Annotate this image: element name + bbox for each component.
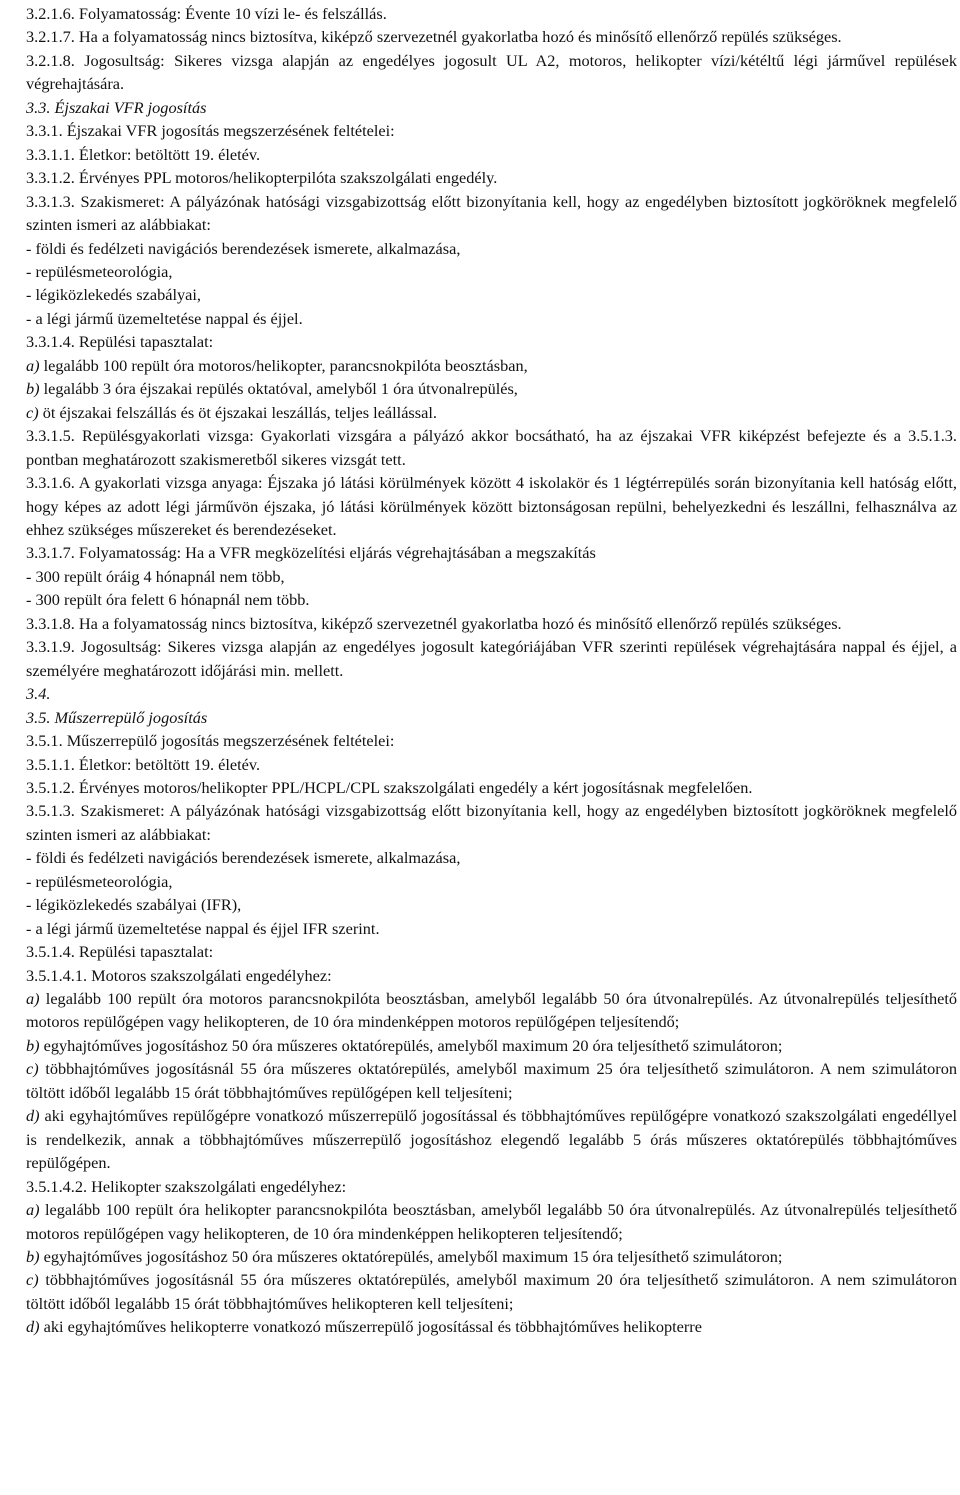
paragraph <box>0 1034 960 1057</box>
paragraph: 3.3.1.3. Szakismeret: A pályázónak hatósági vizsgabizottság előtt bizonyítania kell, hogy az engedélyben biztosított jogköröknek megfelelő szinten ismeri az alábbiakat: <box>26 191 957 235</box>
list-item-label: a) <box>26 355 40 375</box>
paragraph <box>0 401 960 424</box>
paragraph <box>0 1268 960 1315</box>
list-item-label: c) <box>26 402 39 422</box>
heading-text: 3.4. <box>26 684 51 704</box>
paragraph <box>0 987 960 1034</box>
list-item-label: c) <box>26 1059 39 1079</box>
paragraph: 3.3.1.8. Ha a folyamatosság nincs biztosítva, kiképző szervezetnél gyakorlatba hozó és minősítő ellenőrző repülés szükséges. <box>26 613 842 633</box>
paragraph: 3.2.1.6. Folyamatosság: Évente 10 vízi le- és felszállás. <box>26 4 387 23</box>
list-item-label: d) <box>26 1317 40 1337</box>
list-item-text: legalább 3 óra éjszakai repülés oktatóval, amelyből 1 óra útvonalrepülés, <box>39 379 518 399</box>
list-item-text: legalább 100 repült óra helikopter parancsnokpilóta beosztásban, amelyből legalább 50 óra útvonalrepülés. Az útvonalrepülés teljesíthető motoros repülőgépen vagy helikopteren, de 10 óra mindenképpen helikopteren teljesítendő; <box>26 1200 957 1243</box>
paragraph: 3.3.1.7. Folyamatosság: Ha a VFR megközelítési eljárás végrehajtásában a megszakítás <box>26 543 596 563</box>
list-item-label: d) <box>26 1106 40 1126</box>
list-item-text: legalább 100 repült óra motoros parancsnokpilóta beosztásban, amelyből legalább 50 óra útvonalrepülés. Az útvonalrepülés teljesíthető motoros repülőgépen vagy helikopteren, de 10 óra mindenképpen motoros repülőgépen teljesítendő; <box>26 989 957 1032</box>
paragraph: - 300 repült óra felett 6 hónapnál nem több. <box>26 590 310 610</box>
list-item-text: egyhajtóműves jogosításhoz 50 óra műszeres oktatórepülés, amelyből maximum 20 óra teljesíthető szimulátoron; <box>39 1035 783 1055</box>
document-body <box>0 2 960 1339</box>
paragraph <box>0 1057 960 1104</box>
section-heading <box>0 96 960 119</box>
paragraph <box>0 1104 960 1174</box>
paragraph: - repülésmeteorológia, <box>26 261 173 281</box>
paragraph: 3.5.1.1. Életkor: betöltött 19. életév. <box>26 754 261 774</box>
list-item-text: legalább 100 repült óra motoros/helikopter, parancsnokpilóta beosztásban, <box>39 355 528 375</box>
list-item-label: c) <box>26 1270 39 1290</box>
list-item-text: többhajtóműves jogosításnál 55 óra műszeres oktatórepülés, amelyből maximum 25 óra teljesíthető szimulátoron. A nem szimulátoron töltött időből legalább 15 órát többhajtóműves repülőgépen kell teljesíteni; <box>26 1059 957 1102</box>
paragraph: 3.3.1.5. Repülésgyakorlati vizsga: Gyakorlati vizsgára a pályázó akkor bocsátható, ha az éjszakai VFR kiképzést befejezte és a 3.5.1.3. pontban meghatározott szakismeretből sikeres vizsgát tett. <box>26 426 957 469</box>
paragraph: 3.3.1.2. Érvényes PPL motoros/helikopterpilóta szakszolgálati engedély. <box>26 168 498 188</box>
paragraph: 3.5.1.4. Repülési tapasztalat: <box>26 942 214 962</box>
paragraph: 3.3.1.9. Jogosultság: Sikeres vizsga alapján az engedélyes jogosult kategóriájában VFR szerinti repülések végrehajtására nappal és éjjel, a személyére meghatározott időjárási min. mellett. <box>26 637 957 680</box>
paragraph: - földi és fedélzeti navigációs berendezések ismerete, alkalmazása, <box>26 238 461 258</box>
paragraph <box>0 1315 960 1338</box>
list-item-text: többhajtóműves jogosításnál 55 óra műszeres oktatórepülés, amelyből maximum 20 óra teljesíthető szimulátoron. A nem szimulátoron töltött időből legalább 15 órát többhajtóműves helikopteren kell teljesíteni; <box>26 1270 957 1313</box>
list-item-text: egyhajtóműves jogosításhoz 50 óra műszeres oktatórepülés, amelyből maximum 15 óra teljesíthető szimulátoron; <box>39 1247 783 1267</box>
section-heading <box>0 682 960 705</box>
paragraph: - repülésmeteorológia, <box>26 871 173 891</box>
paragraph <box>0 377 960 400</box>
paragraph: - földi és fedélzeti navigációs berendezések ismerete, alkalmazása, <box>26 848 461 868</box>
paragraph: - légiközlekedés szabályai (IFR), <box>26 895 242 915</box>
list-item-label: a) <box>26 1200 40 1220</box>
paragraph <box>0 1198 960 1245</box>
paragraph: 3.3.1. Éjszakai VFR jogosítás megszerzésének feltételei: <box>26 121 395 141</box>
paragraph: 3.5.1.3. Szakismeret: A pályázónak hatósági vizsgabizottság előtt bizonyítania kell, hogy az engedélyben biztosított jogköröknek megfelelő szinten ismeri az alábbiakat: <box>26 801 957 844</box>
section-heading <box>0 706 960 729</box>
paragraph: 3.5.1.4.1. Motoros szakszolgálati engedélyhez: <box>26 965 332 985</box>
paragraph: 3.5.1. Műszerrepülő jogosítás megszerzésének feltételei: <box>26 731 395 751</box>
paragraph: 3.5.1.4.2. Helikopter szakszolgálati engedélyhez: <box>26 1176 347 1196</box>
list-item-label: b) <box>26 1035 40 1055</box>
list-item-label: a) <box>26 989 40 1009</box>
heading-text: 3.3. Éjszakai VFR jogosítás <box>26 97 207 117</box>
paragraph: - a légi jármű üzemeltetése nappal és éjjel IFR szerint. <box>26 918 380 938</box>
paragraph: 3.3.1.4. Repülési tapasztalat: <box>26 332 214 352</box>
list-item-text: aki egyhajtóműves helikopterre vonatkozó műszerrepülő jogosítással és többhajtóműves helikopterre <box>39 1317 702 1337</box>
paragraph: 3.3.1.6. A gyakorlati vizsga anyaga: Éjszaka jó látási körülmények között 4 iskolakör és 1 légtérrepülés során bizonyítania kell hatóság előtt, hogy képes az adott légi járművön éjszaka, jó látási körülmények között biztonságosan repülni, behelyezkedni és leszállni, felhasználva az ehhez szükséges műszereket és berendezéseket. <box>26 473 957 539</box>
paragraph: - 300 repült óráig 4 hónapnál nem több, <box>26 566 285 586</box>
paragraph: 3.3.1.1. Életkor: betöltött 19. életév. <box>26 144 261 164</box>
paragraph: 3.2.1.8. Jogosultság: Sikeres vizsga alapján az engedélyes jogosult UL A2, motoros, helikopter vízi/kétéltű légi járművel repülések végrehajtására. <box>26 50 957 94</box>
paragraph <box>0 354 960 377</box>
paragraph <box>0 1245 960 1268</box>
paragraph: 3.2.1.7. Ha a folyamatosság nincs biztosítva, kiképző szervezetnél gyakorlatba hozó és minősítő ellenőrző repülés szükséges. <box>26 27 842 47</box>
list-item-label: b) <box>26 1247 40 1267</box>
paragraph: 3.5.1.2. Érvényes motoros/helikopter PPL/HCPL/CPL szakszolgálati engedély a kért jogosításnak megfelelően. <box>26 777 753 797</box>
paragraph: - a légi jármű üzemeltetése nappal és éjjel. <box>26 308 303 328</box>
list-item-label: b) <box>26 379 40 399</box>
paragraph: - légiközlekedés szabályai, <box>26 285 201 305</box>
list-item-text: öt éjszakai felszállás és öt éjszakai leszállás, teljes leállással. <box>38 402 437 422</box>
list-item-text: aki egyhajtóműves repülőgépre vonatkozó műszerrepülő jogosítással és többhajtóműves repülőgépre vonatkozó szakszolgálati engedéllyel is rendelkezik, annak a többhajtóműves műszerrepülő jogosításhoz elegendő legalább 5 órás műszeres oktatórepülés többhajtóműves repülőgépen. <box>26 1106 957 1173</box>
heading-text: 3.5. Műszerrepülő jogosítás <box>26 707 208 727</box>
